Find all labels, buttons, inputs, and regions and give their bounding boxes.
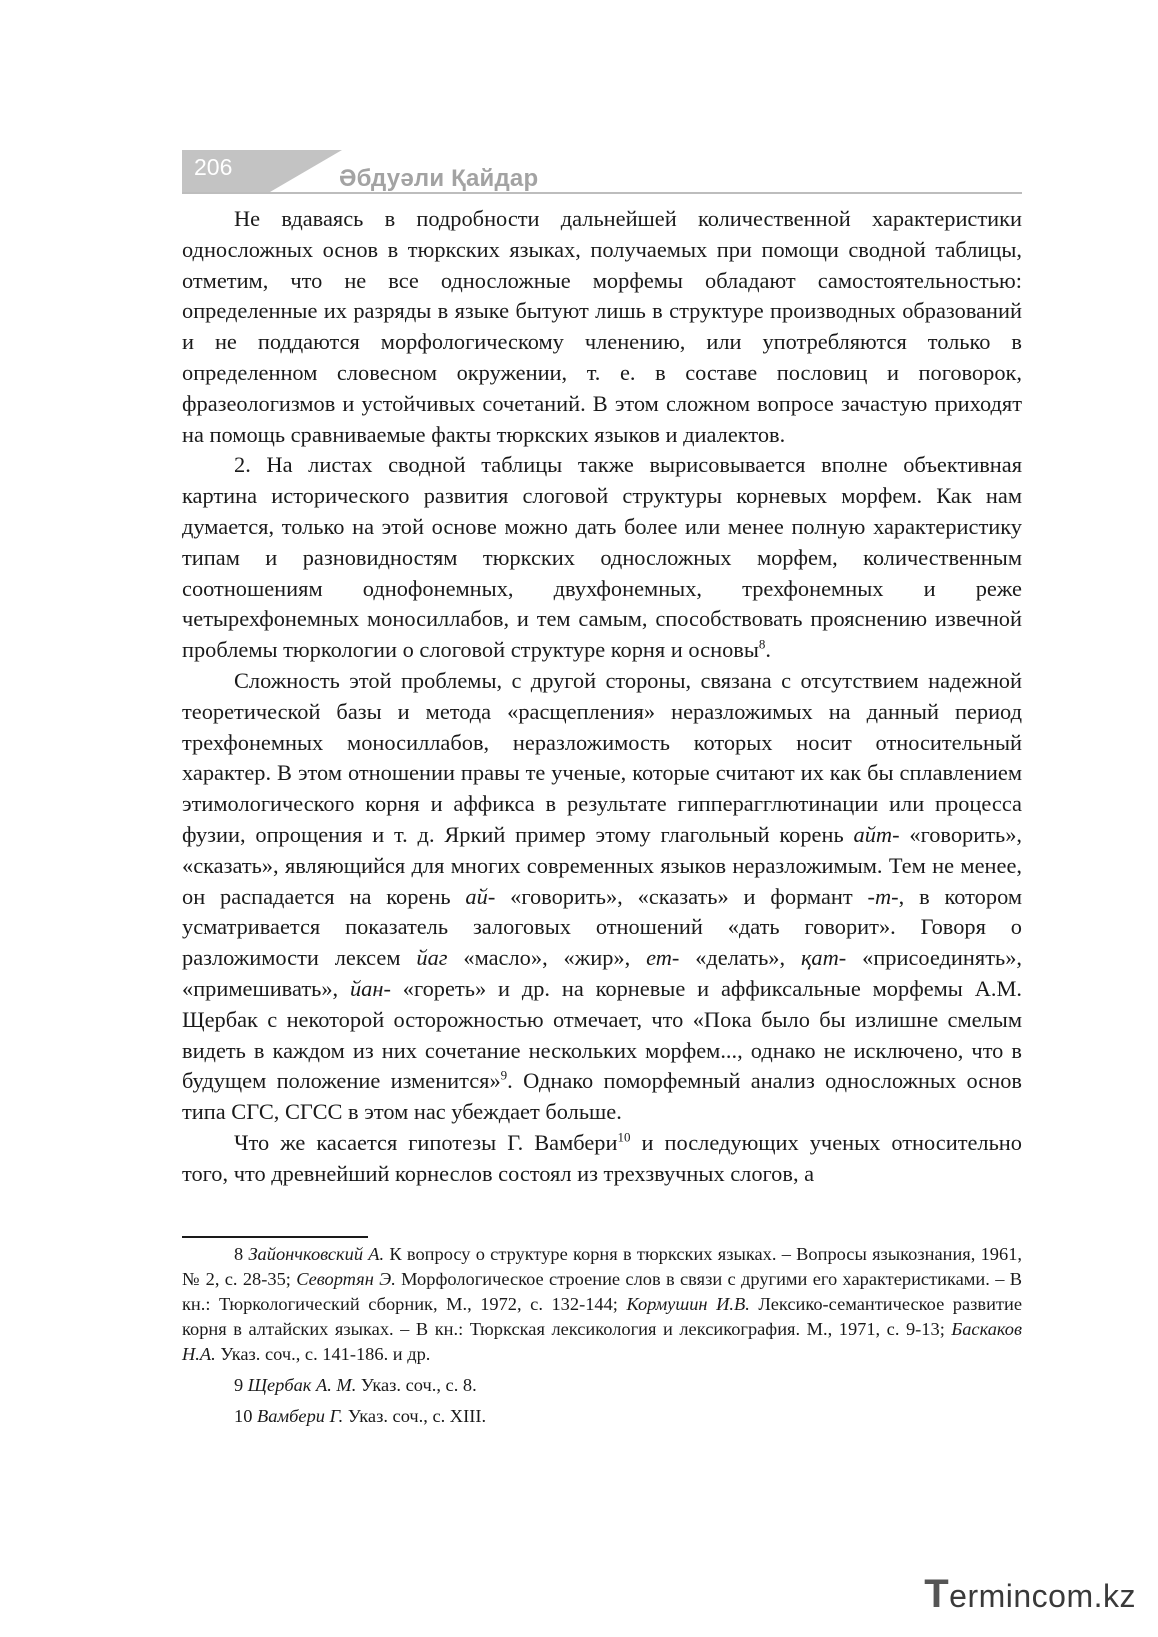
footnote-ref-9: 9 bbox=[500, 1067, 508, 1083]
paragraph-2-text: 2. На листах сводной таблицы также вырисовывается вполне объективная картина исторического развития слоговой структуры корневых морфем. Как нам думается, только на этой основе можно дать более или менее полную характеристику типам и разновидностям тюркских односложных морфем, количественным соотношениям однофонемных, двухфонемных, трехфонемных и реже четырехфонемных моносиллабов, и тем самым, способствовать прояснению извечной проблемы тюркологии о слоговой структуре корня и основы bbox=[182, 452, 1022, 663]
footnote-separator bbox=[182, 1236, 368, 1238]
p3-text-f: «делать», bbox=[679, 945, 801, 971]
p3-text-c: «говорить», «сказать» и формант bbox=[495, 883, 868, 909]
page-header bbox=[182, 150, 1022, 196]
p3-text-b: «говорить», «сказать», являющийся для многих современных языков неразложимым. Тем не менее, он распадается на корень bbox=[182, 821, 1022, 909]
p3-text-a: Сложность этой проблемы, с другой стороны, связана с отсутствием надежной теоретической базы и метода «расщепления» неразложимых на данный период трехфонемных моносиллабов, неразложимость которых носит относительный характер. В этом отношении правы те ученые, которые считают их как бы сплавлением этимологического корня и аффикса в результате гипперагглютинации или процесса фузии, опрощения и т. д. Яркий пример этому глагольный корень bbox=[182, 667, 1022, 847]
paragraph-4 bbox=[182, 1128, 1022, 1190]
header-wedge bbox=[270, 150, 342, 192]
p4-text-b: и последующих ученых относительно того, что древнейший корнеслов состоял из трехзвучных слогов, а bbox=[182, 1129, 1022, 1186]
fn9-author: Щербак А. М. bbox=[247, 1375, 357, 1395]
fn10-text: Указ. соч., с. XIII. bbox=[343, 1406, 487, 1426]
term-ai: ай- bbox=[465, 883, 496, 909]
p3-text-h: «гореть» и др. на корневые и аффиксальные морфемы А.М. Щербак с некоторой осторожностью отмечает, что «Пока было бы излишне смелым видеть в каждом из них сочетание нескольких морфем..., однако не исключено, что в будущем положение изменится» bbox=[182, 975, 1022, 1094]
fn8-author-4: Баскаков Н.А. bbox=[182, 1319, 1022, 1364]
footnote-ref-8: 8 bbox=[758, 636, 766, 652]
termincom-watermark bbox=[924, 1572, 1136, 1617]
term-et: ет- bbox=[646, 945, 680, 971]
header-rule bbox=[182, 192, 1022, 194]
term-yag: йаг bbox=[416, 945, 448, 971]
main-text bbox=[182, 204, 1022, 1190]
fn8-num: 8 bbox=[234, 1244, 249, 1264]
fn9-num: 9 bbox=[234, 1375, 248, 1395]
fn8-author-1: Зайончковский А. bbox=[248, 1244, 385, 1264]
fn8-author-2: Севортян Э. bbox=[296, 1269, 396, 1289]
page-number: 206 bbox=[194, 154, 233, 180]
footnotes bbox=[182, 1242, 1022, 1435]
p3-text-g: «присоединять», «примешивать», bbox=[182, 945, 1022, 1001]
fn8-author-3: Кормушин И.В. bbox=[626, 1294, 750, 1314]
term-qat: қат- bbox=[800, 945, 847, 971]
term-yan: йан- bbox=[349, 975, 391, 1001]
paragraph-1: Не вдаваясь в подробности дальнейшей количественной характеристики односложных основ в тюркских языках, получаемых при помощи сводной таблицы, отметим, что не все односложные морфемы обладают самостоятельностью: определенные их разряды в языке бытуют лишь в структуре производных образований и не поддаются морфологическому членению, или употребляются только в определенном словесном окружении, т. е. в составе пословиц и поговорок, фразеологизмов и устойчивых сочетаний. В этом сложном вопросе зачастую приходят на помощь сравниваемые факты тюркских языков и диалектов. bbox=[182, 206, 1022, 447]
fn9-text: Указ. соч., с. 8. bbox=[356, 1375, 477, 1395]
p3-text-e: «масло», «жир», bbox=[447, 945, 647, 971]
term-ait: айт- bbox=[853, 821, 900, 847]
paragraph-3 bbox=[182, 666, 1022, 1128]
fn10-author: Вамбери Г. bbox=[257, 1406, 344, 1426]
p4-text-a: Что же касается гипотезы Г. Вамбери bbox=[234, 1129, 618, 1155]
watermark-text: ermincom.kz bbox=[949, 1578, 1136, 1614]
p3-text-i: . Однако поморфемный анализ односложных основ типа СГС, СГСС в этом нас убеждает больше. bbox=[182, 1068, 1022, 1125]
fn8-text-1: К вопросу о структуре корня в тюркских языках. – Вопросы языкознания, 1961, № 2, с. 28-35; bbox=[182, 1244, 1022, 1289]
watermark-initial: T bbox=[924, 1572, 950, 1616]
p3-text-d: , в котором усматривается показатель залоговых отношений «дать говорит». Говоря о разложимости лексем bbox=[182, 883, 1023, 971]
fn8-text-4: Указ. соч., с. 141-186. и др. bbox=[215, 1344, 431, 1364]
footnote-10 bbox=[182, 1404, 1022, 1429]
term-t: -т- bbox=[867, 883, 899, 909]
footnote-9 bbox=[182, 1373, 1022, 1398]
paragraph-2: 2. На листах сводной таблицы также вырисовывается вполне объективная картина исторического развития слоговой структуры корневых морфем. Как нам думается, только на этой основе можно дать более или менее полную характеристику типам и разновидностям тюркских односложных морфем, количественным соотношениям однофонемных, двухфонемных, трехфонемных и реже четырехфонемных моносиллабов, и тем самым, способствовать прояснению извечной проблемы тюркологии о слоговой структуре корня и основы$^8$. bbox=[182, 452, 1022, 663]
fn8-text-2: Морфологическое строение слов в связи с другими его характеристиками. – В кн.: Тюркологический сборник, М., 1972, с. 132-144; bbox=[182, 1269, 1022, 1314]
running-head-author: Әбдуәли Қайдар bbox=[339, 165, 539, 192]
fn8-text-3: Лексико-семантическое развитие корня в алтайских языках. – В кн.: Тюркская лексикология и лексикография. М., 1971, с. 9-13; bbox=[182, 1294, 1022, 1339]
footnote-ref-10: 10 bbox=[617, 1129, 631, 1145]
footnote-8 bbox=[182, 1242, 1022, 1367]
fn10-num: 10 bbox=[234, 1406, 257, 1426]
